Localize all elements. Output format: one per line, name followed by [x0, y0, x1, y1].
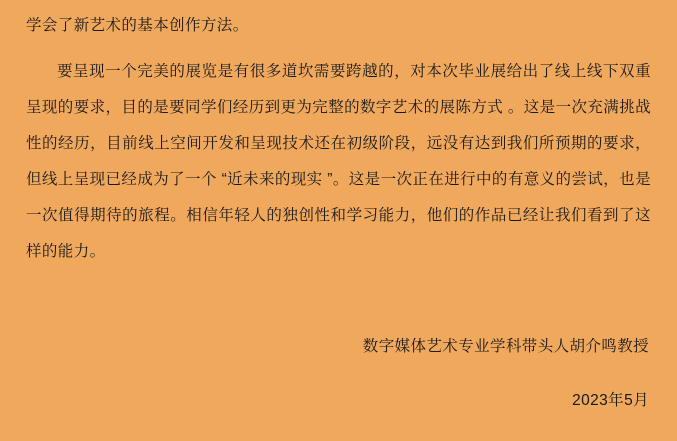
signature-date: 2023年5月 — [572, 392, 649, 409]
signature-author: 数字媒体艺术专业学科带头人胡介鸣教授 — [362, 338, 649, 355]
paragraph-body: 要呈现一个完美的展览是有很多道坎需要跨越的，对本次毕业展给出了线上线下双重呈现的要求，目的是要同学们经历到更为完整的数字艺术的展陈方式 。这是一次充满挑战性的经历，目前线上空间开发和呈现技术还在初级阶段，远没有达到我们所预期的要求，但线上呈现已经成为了一个 “近未来的现实 ”。这是一次正在进行中的有意义的尝试，也是一次值得期待的旅程。相信年轻人的独创性和学习能力，他们的作品已经让我们看到了这样的能力。 — [26, 63, 651, 260]
paragraph-continuation: 学会了新艺术的基本创作方法。 — [26, 17, 249, 34]
